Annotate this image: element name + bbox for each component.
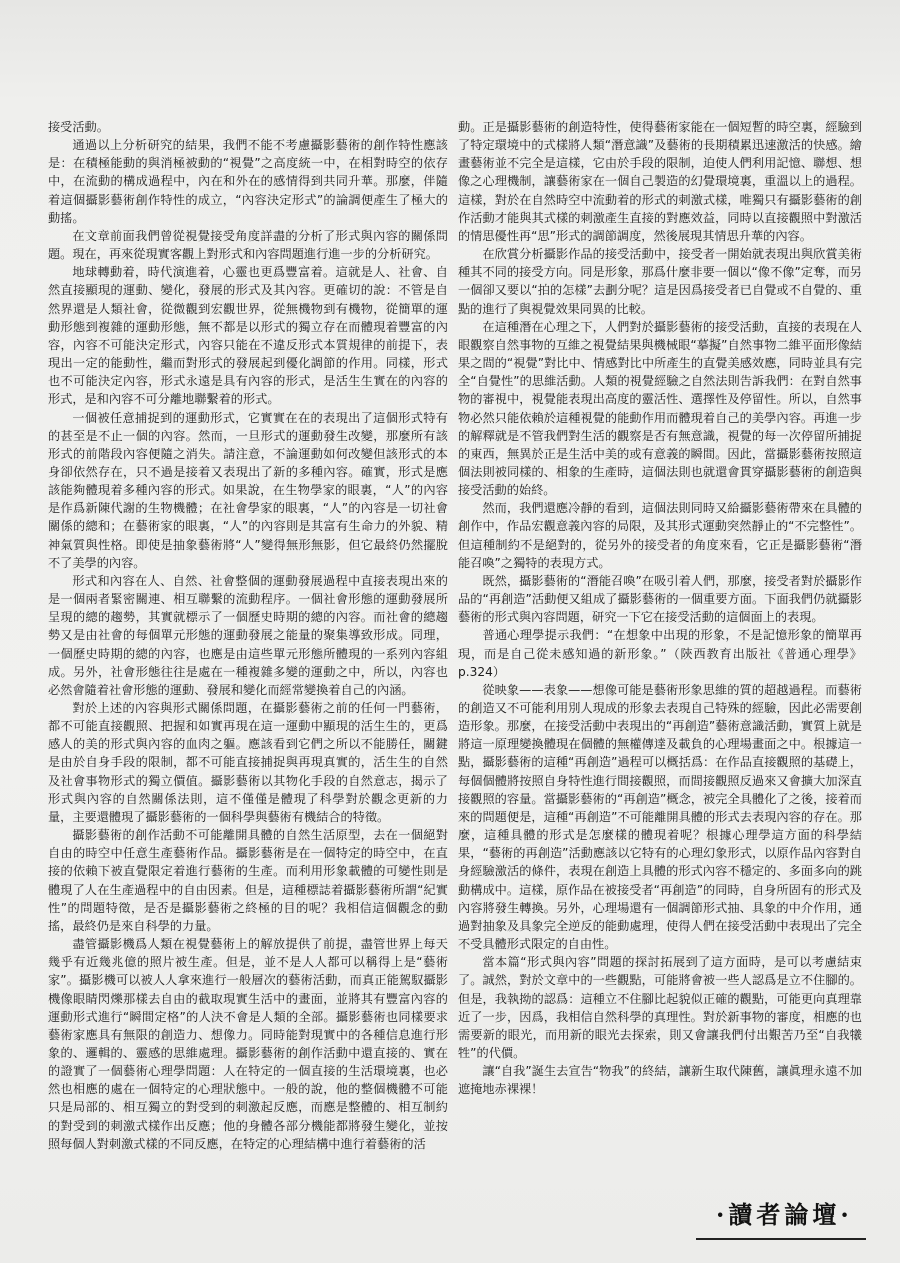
paragraph: 在文章前面我們曾從視覺接受角度詳盡的分析了形式與內容的關係問題。現在，再來從現實客觀上對形式和內容問題進行進一步的分析研究。 [48,228,448,262]
paragraph: 地球轉動着，時代演進着，心靈也更爲豐富着。這就是人、社會、自然直接顯現的運動、變化，發展的形式及其內容。更確切的說：不管是自然界還是人類社會，從微觀到宏觀世界，從無機物到有機物，從簡單的運動形態到複雜的運動形態，無不都是以形式的獨立存在而體現着豐富的內容，內容不可能決定形式，內容只能在不違反形式本質規律的前提下，表現出一定的能動性，繼而對形式的發展起到優化調節的作用。同樣，形式也不可能決定內容，形式永遠是具有內容的形式，是活生生實在的內容的形式，是和內容不可分離地聯繫着的形式。 [48,265,448,407]
paragraph: 普通心理學提示我們：“在想象中出現的形象，不是記憶形象的簡單再現，而是自己從未感知過的新形象。”（陝西教育出版社《普通心理學》p.324） [458,628,862,679]
paragraph: 然而，我們還應冷靜的看到，這個法則同時又給攝影藝術帶來在具體的創作中，作品宏觀意義內容的局限，及其形式運動突然靜止的“不完整性”。但這種制約不是絕對的，從另外的接受者的角度來看，它正是攝影藝術“潛能召喚”之獨特的表現方式。 [458,501,862,570]
paragraph: 讓“自我”誕生去宣告“物我”的終結，讓新生取代陳舊，讓眞理永遠不加遮掩地赤裸裸！ [458,1064,862,1097]
paragraph: 動。正是攝影藝術的創造特性，使得藝術家能在一個短暫的時空裏，經驗到了特定環境中的式樣將人類“潛意識”及藝術的長期積累迅速激活的快感。繪畫藝術並不完全是這樣，它由於手段的限制，迫使人們利用記憶、聯想、想像之心理機制，讓藝術家在一個自己製造的幻覺環境裏，重溫以上的過程。這樣，對於在自然時空中流動着的形式的刺激式樣，唯獨只有攝影藝術的創作活動才能與其式樣的刺激產生直接的對應效益，同時以直接觀照中對激活的情思優性再“思”形式的調節調度，然後展現其情思升華的內容。 [458,120,862,243]
paragraph: 既然，攝影藝術的“潛能召喚”在吸引着人們，那麼，接受者對於攝影作品的“再創造”活動便又組成了攝影藝術的一個重要方面。下面我們仍就攝影藝術的形式與內容問題，研究一下它在接受活動的這個面上的表現。 [458,573,862,625]
paragraph: 通過以上分析研究的結果，我們不能不考慮攝影藝術的創作特性應該是：在積極能動的與消極被動的“視覺”之高度統一中，在相對時空的依存中，在流動的構成過程中，內在和外在的感情得到共同升華。那麼，伴隨着這個攝影藝術創作特性的成立，“內容決定形式”的論調便產生了極大的動搖。 [48,138,448,225]
footer-rule [696,1238,866,1240]
paragraph: 在欣賞分析攝影作品的接受活動中，接受者一開始就表現出與欣賞美術種其不同的接受方向。同是形象，那爲什麼非要一個以“像不像”定奪，而另一個卻又要以“拍的怎樣”去劃分呢？這是因爲接受者已自覺或不自覺的、重點的進行了與視覺效果同異的比較。 [458,247,862,316]
article-right-column [458,118,862,1098]
paragraph: 接受活動。 [48,120,109,134]
paragraph: 當本篇“形式與內容”問題的探討拓展到了這方面時，是可以考慮結束了。誠然，對於文章中的一些觀點，可能將會被一些人認爲是立不住腳的。但是，我執拗的認爲：這種立不住腳比起貌似正確的觀點，可能更向真理靠近了一步，因爲，我相信自然科學的真理性。對於新事物的審度，相應的也需要新的眼光，而用新的眼光去探索，則又會讓我們付出艱苦乃至“自我犧牲”的代價。 [458,955,862,1060]
section-title: ·讀者論壇· [716,1200,853,1229]
paragraph: 在這種潛在心理之下，人們對於攝影藝術的接受活動，直接的表現在人眼觀察自然事物的互維之視覺結果與機械眼“摹擬”自然事物二維平面形像結果之間的“視覺”對比中、情感對比中所產生的直覺美感效應，同時並具有完全“自覺性”的思維活動。人類的視覺經驗之自然法則告訴我們：在對自然事物的審視中，視覺能表現出高度的靈活性、選擇性及停留性。所以，自然事物必然只能依賴於這種視覺的能動作用而體現着自己的美學內容。再進一步的解釋就是不管我們對生活的觀察是否有無意識，視覺的每一次停留所捕捉的東西，無異於正是生活中美的或有意義的瞬間。因此，當攝影藝術按照這個法則被同樣的、相象的生產時，這個法則也就還會貫穿攝影藝術的創造與接受活動的始終。 [458,319,862,498]
paragraph: 一個被任意捕捉到的運動形式，它實實在在的表現出了這個形式特有的甚至是不止一個的內容。然而，一旦形式的運動發生改變，那麼所有該形式的前階段內容便隨之消失。請注意，不論運動如何改變但該形式的本身卻依然存在，只不過是接着又表現出了新的多種內容。確實，形式是應該能夠體現着多種內容的形式。如果說，在生物學家的眼裏，“人”的內容是作爲新陳代謝的生物機體；在社會學家的眼裏，“人”的內容是一切社會關係的總和；在藝術家的眼裏，“人”的內容則是其富有生命力的外貌、精神氣質與性格。即使是抽象藝術將“人”變得無形無影，但它最終仍然擺脫不了美學的內容。 [48,410,448,570]
article-left-column [48,118,448,1153]
paragraph: 對於上述的內容與形式關係問題，在攝影藝術之前的任何一門藝術，都不可能直接觀照、把握和如實再現在這一運動中顯現的活生生的，更爲感人的美的形式與內容的血肉之軀。應該看到它們之所以不能勝任，關鍵是由於自身手段的限制，都不可能直接捕捉與再現真實的，活生生的自然及社會事物形式的獨立價值。攝影藝術以其物化手段的自然意志，揭示了形式與內容的自然關係法則，這不僅僅是體現了科學對於觀念更新的力量，主要還體現了攝影藝術的一個科學與藝術有機結合的特徵。 [48,701,448,824]
paragraph: 攝影藝術的創作活動不可能離開具體的自然生活原型，去在一個絕對自由的時空中任意生產藝術作品。攝影藝術是在一個特定的時空中，在直接的依賴下被直覺限定着進行藝術的生產。而利用形象載體的可變性則是體現了人在生產過程中的自由因素。但是，這種標誌着攝影藝術所謂“紀實性”的問題特徵，是否是攝影藝術之終極的目的呢？我相信這個觀念的動搖，最終仍是來自科學的力量。 [48,828,448,933]
paragraph: 從映象——表象——想像可能是藝術形象思維的質的超越過程。而藝術的創造又不可能利用別人現成的形象去表現自己特殊的經驗，因此必需要創造形象。那麼，在接受活動中表現出的“再創造”藝術意識活動，實質上就是將這一原理變換體現在個體的無權傳達及載負的心理場畫面之中。根據這一點，攝影藝術的這種“再創造”過程可以概括爲：在作品直接觀照的基礎上，每個個體將按照自身特性進行間接觀照，而間接觀照反過來又會擴大加深直接觀照的容量。當攝影藝術的“再創造”概念，被完全具體化了之後，接着而來的問題便是，這種“再創造”不可能離開具體的形式去表現內容的存在。那麼，這種具體的形式是怎麼樣的體現着呢？根據心理學這方面的科學結果，“藝術的再創造”活動應該以它特有的心理幻象形式，以原作品內容對自身經驗激活的條件，表現在創造上具體的形式內容不穩定的、多面多向的跳動構成中。這樣，原作品在被接受者“再創造”的同時，自身所固有的形式及內容將發生轉換。另外，心理場還有一個調節形式抽、具象的中介作用，通過對抽象及具象完全逆反的能動處理，使得人們在接受活動中表現出了完全不受具體形式限定的自由性。 [458,682,862,952]
paragraph: 盡管攝影機爲人類在視覺藝術上的解放提供了前提，盡管世界上每天幾乎有近幾兆億的照片被生產。但是，並不是人人都可以稱得上是“藝術家”。攝影機可以被人人拿來進行一般層次的藝術活動，而真正能駕馭攝影機像眼睛閃爍那樣去自由的截取現實生活中的畫面，並將其有豐富內容的運動形式進行“瞬間定格”的人決不會是人類的全部。攝影藝術也同樣要求藝術家應具有無限的創造力、想像力。同時能對現實中的各種信息進行形象的、邏輯的、靈感的思維處理。攝影藝術的創作活動中還直接的、實在的證實了一個藝術心理學問題：人在特定的一個直接的生活環境裏，也必然也相應的處在一個特定的心理狀態中。一般的說，他的整個機體不可能只是局部的、相互獨立的對受到的刺激起反應，而應是整體的、相互制約的對受到的刺激式樣作出反應；他的身體各部分機能都將發生變化，並按照每個人對刺激式樣的不同反應，在特定的心理結構中進行着藝術的活 [48,937,448,1151]
paragraph: 形式和內容在人、自然、社會整個的運動發展過程中直接表現出來的是一個兩者緊密關連、相互聯繫的流動程序。一個社會形態的運動發展所呈現的總的趨勢，其實就標示了一個歷史時期的總的內容。而社會的總趨勢又是由社會的每個單元形態的運動發展之能量的聚集導致形成。同理，一個歷史時期的總的內容，也應是由這些單元形態所體現的一系列內容組成。另外，社會形態往往是處在一種複雜多變的運動之中，所以，內容也必然會隨着社會形態的運動、發展和變化而經常變換着自己的內涵。 [48,573,448,697]
